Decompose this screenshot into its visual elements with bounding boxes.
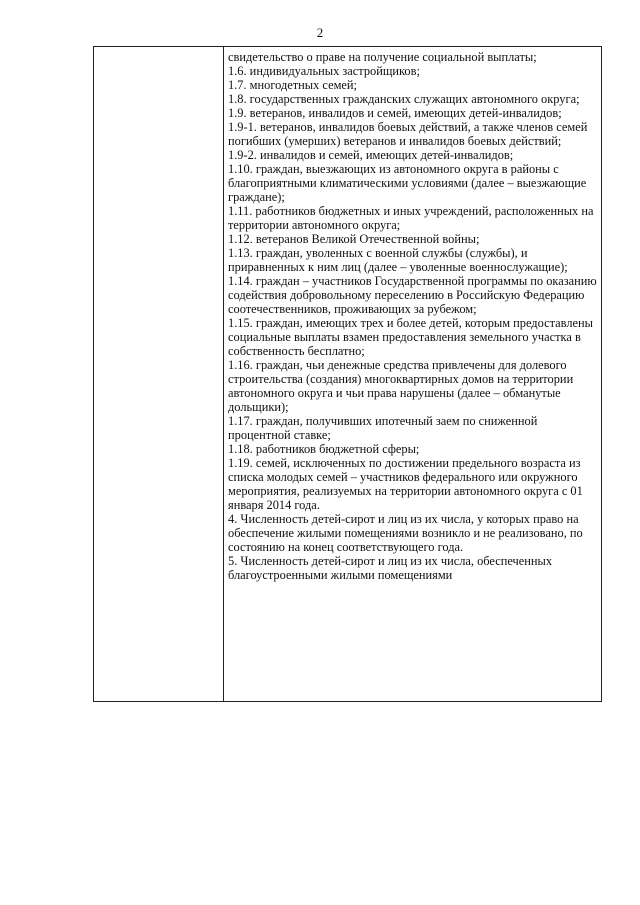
text-item: 4. Численность детей-сирот и лиц из их числа, у которых право на обеспечение жилыми помещениями возникло и не реализовано, по состоянию на конец соответствующего года. <box>228 512 583 554</box>
text-item: 1.8. государственных гражданских служащих автономного округа; <box>228 92 580 106</box>
table-left-cell <box>94 47 224 701</box>
table-right-cell <box>224 47 601 701</box>
text-item: свидетельство о праве на получение социальной выплаты; <box>228 50 537 64</box>
text-item: 1.9-2. инвалидов и семей, имеющих детей-инвалидов; <box>228 148 514 162</box>
text-item: 1.15. граждан, имеющих трех и более детей, которым предоставлены социальные выплаты взамен предоставления земельного участка в собственность бесплатно; <box>228 316 594 358</box>
text-item: 1.13. граждан, уволенных с военной службы (службы), и приравненных к ним лиц (далее – уволенные военнослужащие); <box>228 246 568 274</box>
text-item: 1.16. граждан, чьи денежные средства привлечены для долевого строительства (создания) многоквартирных домов на территории автономного округа и чьи права нарушены (далее – обманутые дольщики); <box>228 358 574 414</box>
text-item: 1.6. индивидуальных застройщиков; <box>228 64 420 78</box>
text-item: 1.18. работников бюджетной сферы; <box>228 442 420 456</box>
text-item: 1.10. граждан, выезжающих из автономного округа в районы с благоприятными климатическими условиями (далее – выезжающие граждане); <box>228 162 587 204</box>
text-item: 1.19. семей, исключенных по достижении предельного возраста из списка молодых семей – участников федерального или окружного мероприятия, реализуемых на территории автономного округа с 01 января 2014 года. <box>228 456 583 512</box>
text-item: 1.12. ветеранов Великой Отечественной войны; <box>228 232 480 246</box>
document-table <box>93 46 602 702</box>
text-item: 1.11. работников бюджетных и иных учреждений, расположенных на территории автономного округа; <box>228 204 594 232</box>
text-item: 1.17. граждан, получивших ипотечный заем по сниженной процентной ставке; <box>228 414 538 442</box>
text-item: 1.7. многодетных семей; <box>228 78 357 92</box>
text-item: 1.9. ветеранов, инвалидов и семей, имеющих детей-инвалидов; <box>228 106 562 120</box>
text-item: 1.9-1. ветеранов, инвалидов боевых действий, а также членов семей погибших (умерших) ветеранов и инвалидов боевых действий; <box>228 120 588 148</box>
text-item: 5. Численность детей-сирот и лиц из их числа, обеспеченных благоустроенными жилыми помещениями <box>228 554 553 582</box>
text-item: 1.14. граждан – участников Государственной программы по оказанию содействия добровольному переселению в Российскую Федерацию соотечественников, проживающих за рубежом; <box>228 274 597 316</box>
page-number: 2 <box>316 25 324 40</box>
